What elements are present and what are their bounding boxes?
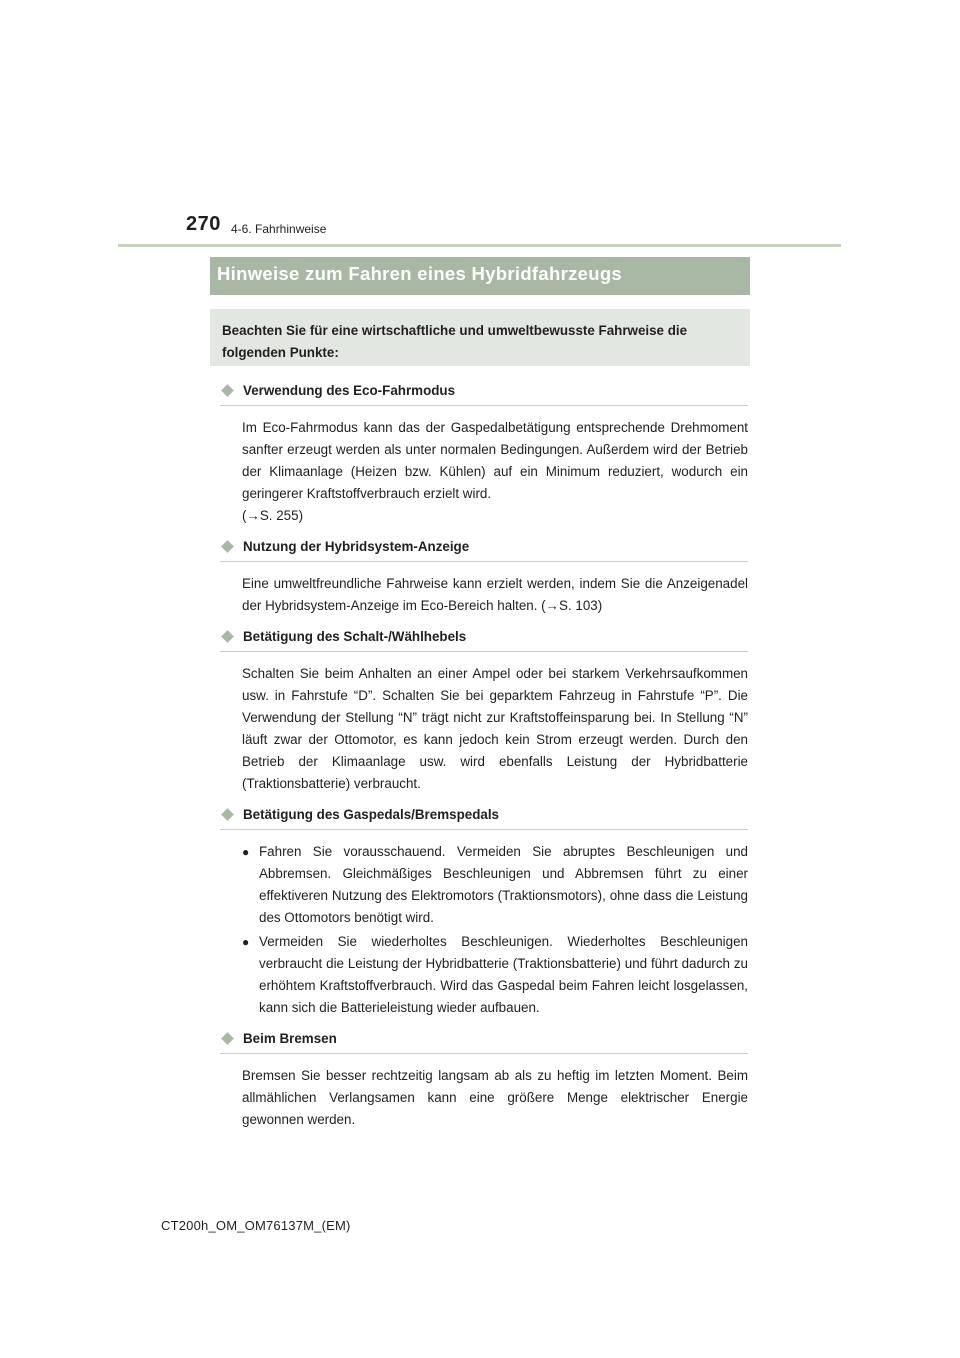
document-code: CT200h_OM_OM76137M_(EM)	[161, 1218, 351, 1233]
page-reference: (→S. 255)	[242, 508, 304, 523]
section-heading	[220, 383, 748, 406]
diamond-bullet-icon	[221, 630, 234, 643]
section-heading-label: Betätigung des Schalt-/Wählhebels	[243, 629, 467, 644]
section-shift-lever	[220, 629, 748, 795]
diamond-bullet-icon	[221, 384, 234, 397]
intro-box: Beachten Sie für eine wirtschaftliche und umweltbewusste Fahrweise die folgenden Punkte:	[210, 309, 750, 366]
section-pedals	[220, 807, 748, 1019]
section-hybrid-indicator	[220, 539, 748, 617]
diamond-bullet-icon	[221, 808, 234, 821]
section-label: 4-6. Fahrhinweise	[231, 222, 327, 236]
section-text	[242, 417, 748, 527]
section-text: Schalten Sie beim Anhalten an einer Ampel oder bei starkem Verkehrsaufkommen usw. in Fahrstufe “D”. Schalten Sie bei geparktem Fahrzeug in Fahrstufe “P”. Die Verwendung der Stellung “N” trägt nicht zur Kraftstoffeinsparung bei. In Stellung “N” läuft zwar der Ottomotor, es kann jedoch kein Strom erzeugt werden. Durch den Betrieb der Klimaanlage usw. wird ebenfalls Leistung der Hybridbatterie (Traktionsbatterie) verbraucht.	[242, 666, 748, 791]
bullet-dot-icon: ●	[242, 935, 250, 949]
list-item	[242, 931, 748, 1019]
diamond-bullet-icon	[221, 1032, 234, 1045]
bullet-list	[220, 841, 748, 1019]
section-eco-mode	[220, 383, 748, 527]
page-number: 270	[186, 213, 221, 235]
section-body: Im Eco-Fahrmodus kann das der Gaspedalbetätigung entsprechende Drehmoment sanfter erzeugt werden als unter normalen Bedingungen. Außerdem wird der Betrieb der Klimaanlage (Heizen bzw. Kühlen) auf ein Minimum reduziert, wodurch ein geringerer Kraftstoffverbrauch erzielt wird.	[242, 420, 748, 501]
page-title-bar	[210, 257, 750, 295]
section-heading	[220, 539, 748, 562]
section-text: Bremsen Sie besser rechtzeitig langsam ab als zu heftig im letzten Moment. Beim allmählichen Verlangsamen kann eine größere Menge elektrischer Energie gewonnen werden.	[242, 1068, 748, 1127]
section-braking	[220, 1031, 748, 1131]
list-item-text: Vermeiden Sie wiederholtes Beschleunigen. Wiederholtes Beschleunigen verbraucht die Leistung der Hybridbatterie (Traktionsbatterie) und führt dadurch zu erhöhtem Kraftstoffverbrauch. Wird das Gaspedal beim Fahren leicht losgelassen, kann sich die Batterieleistung wieder aufbauen.	[259, 934, 748, 1015]
list-item	[242, 841, 748, 929]
content	[220, 383, 748, 1143]
section-heading	[220, 1031, 748, 1054]
section-heading	[220, 629, 748, 652]
section-heading	[220, 807, 748, 830]
section-text: Eine umweltfreundliche Fahrweise kann erzielt werden, indem Sie die Anzeigenadel der Hybridsystem-Anzeige im Eco-Bereich halten. (→S. 103)	[242, 576, 748, 613]
diamond-bullet-icon	[221, 540, 234, 553]
page-title: Hinweise zum Fahren eines Hybridfahrzeugs	[217, 263, 623, 284]
section-heading-label: Betätigung des Gaspedals/Bremspedals	[243, 807, 499, 822]
section-heading-label: Beim Bremsen	[243, 1031, 337, 1046]
bullet-dot-icon: ●	[242, 845, 250, 859]
list-item-text: Fahren Sie vorausschauend. Vermeiden Sie abruptes Beschleunigen und Abbremsen. Gleichmäßiges Beschleunigen und Abbremsen führt zu einer effektiveren Nutzung des Elektromotors (Traktionsmotors), ohne dass die Leistung des Ottomotors benötigt wird.	[259, 844, 748, 925]
section-heading-label: Verwendung des Eco-Fahrmodus	[243, 383, 456, 398]
section-heading-label: Nutzung der Hybridsystem-Anzeige	[243, 539, 470, 554]
header-divider	[118, 244, 841, 247]
